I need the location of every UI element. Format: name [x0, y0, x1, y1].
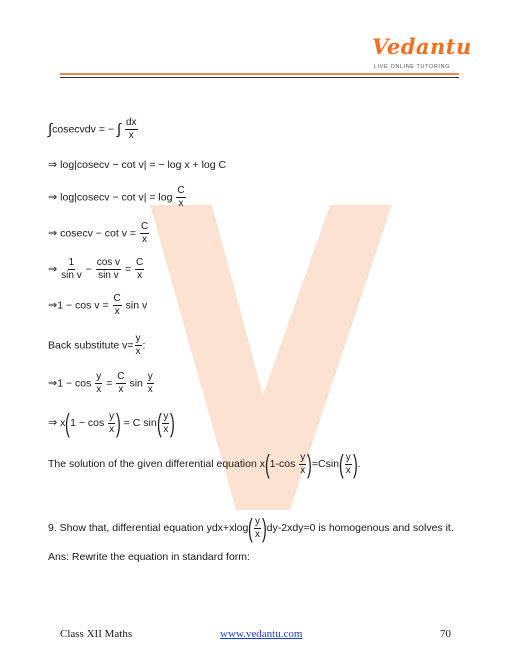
equation-line-9: ⇒ x(1 − cos $\frac{y}{x}$ ) = C sin( $\frac{y}{x}$ )	[48, 408, 176, 438]
header-rule	[60, 73, 459, 75]
equation-line-6: ⇒1 − cos v = $\frac{C}{x}$ sin v	[48, 293, 148, 317]
equation-line-4: ⇒ cosecv − cot v = $\frac{C}{x}$	[48, 221, 149, 245]
equation-line-2: ⇒ log|cosecv − cot v| = − log x + log C	[48, 158, 227, 171]
equation-line-1: ∫cosecvdv = − ∫ $\frac{dx}{x}$	[48, 117, 137, 141]
footer-link[interactable]: www.vedantu.com	[220, 628, 303, 640]
equation-line-3: ⇒ log|cosecv − cot v| = log $\frac{C}{x}$	[48, 185, 185, 209]
answer-intro: Ans: Rewrite the equation in standard form:	[48, 551, 250, 563]
header-rule-thin	[60, 77, 459, 78]
question-9: 9. Show that, differential equation ydx+xlog( $\frac{y}{x}$ )dy-2xdy=0 is homogenous and solves it.	[48, 513, 454, 543]
solution-line: The solution of the given differential equation x(1-cos $\frac{y}{x}$ )=Csin( $\frac{y}{x}$ ).	[48, 449, 361, 479]
equation-line-8: ⇒1 − cos $\frac{y}{x}$ = $\frac{C}{x}$ sin $\frac{y}{x}$	[48, 371, 153, 395]
logo-tagline: LIVE ONLINE TUTORING	[374, 64, 450, 70]
page-number: 70	[440, 628, 451, 640]
back-substitute-line: Back substitute v= $\frac{y}{x}$ :	[48, 333, 146, 357]
vedantu-logo	[372, 34, 472, 59]
logo-text: Vedantu	[372, 34, 472, 59]
footer-class: Class XII Maths	[60, 628, 133, 640]
equation-line-5: ⇒ $\frac{1}{\text{sin v}}$ − $\frac{\text{cos v}}{\text{sin v}}$ = $\frac{C}{x}$	[48, 257, 144, 281]
